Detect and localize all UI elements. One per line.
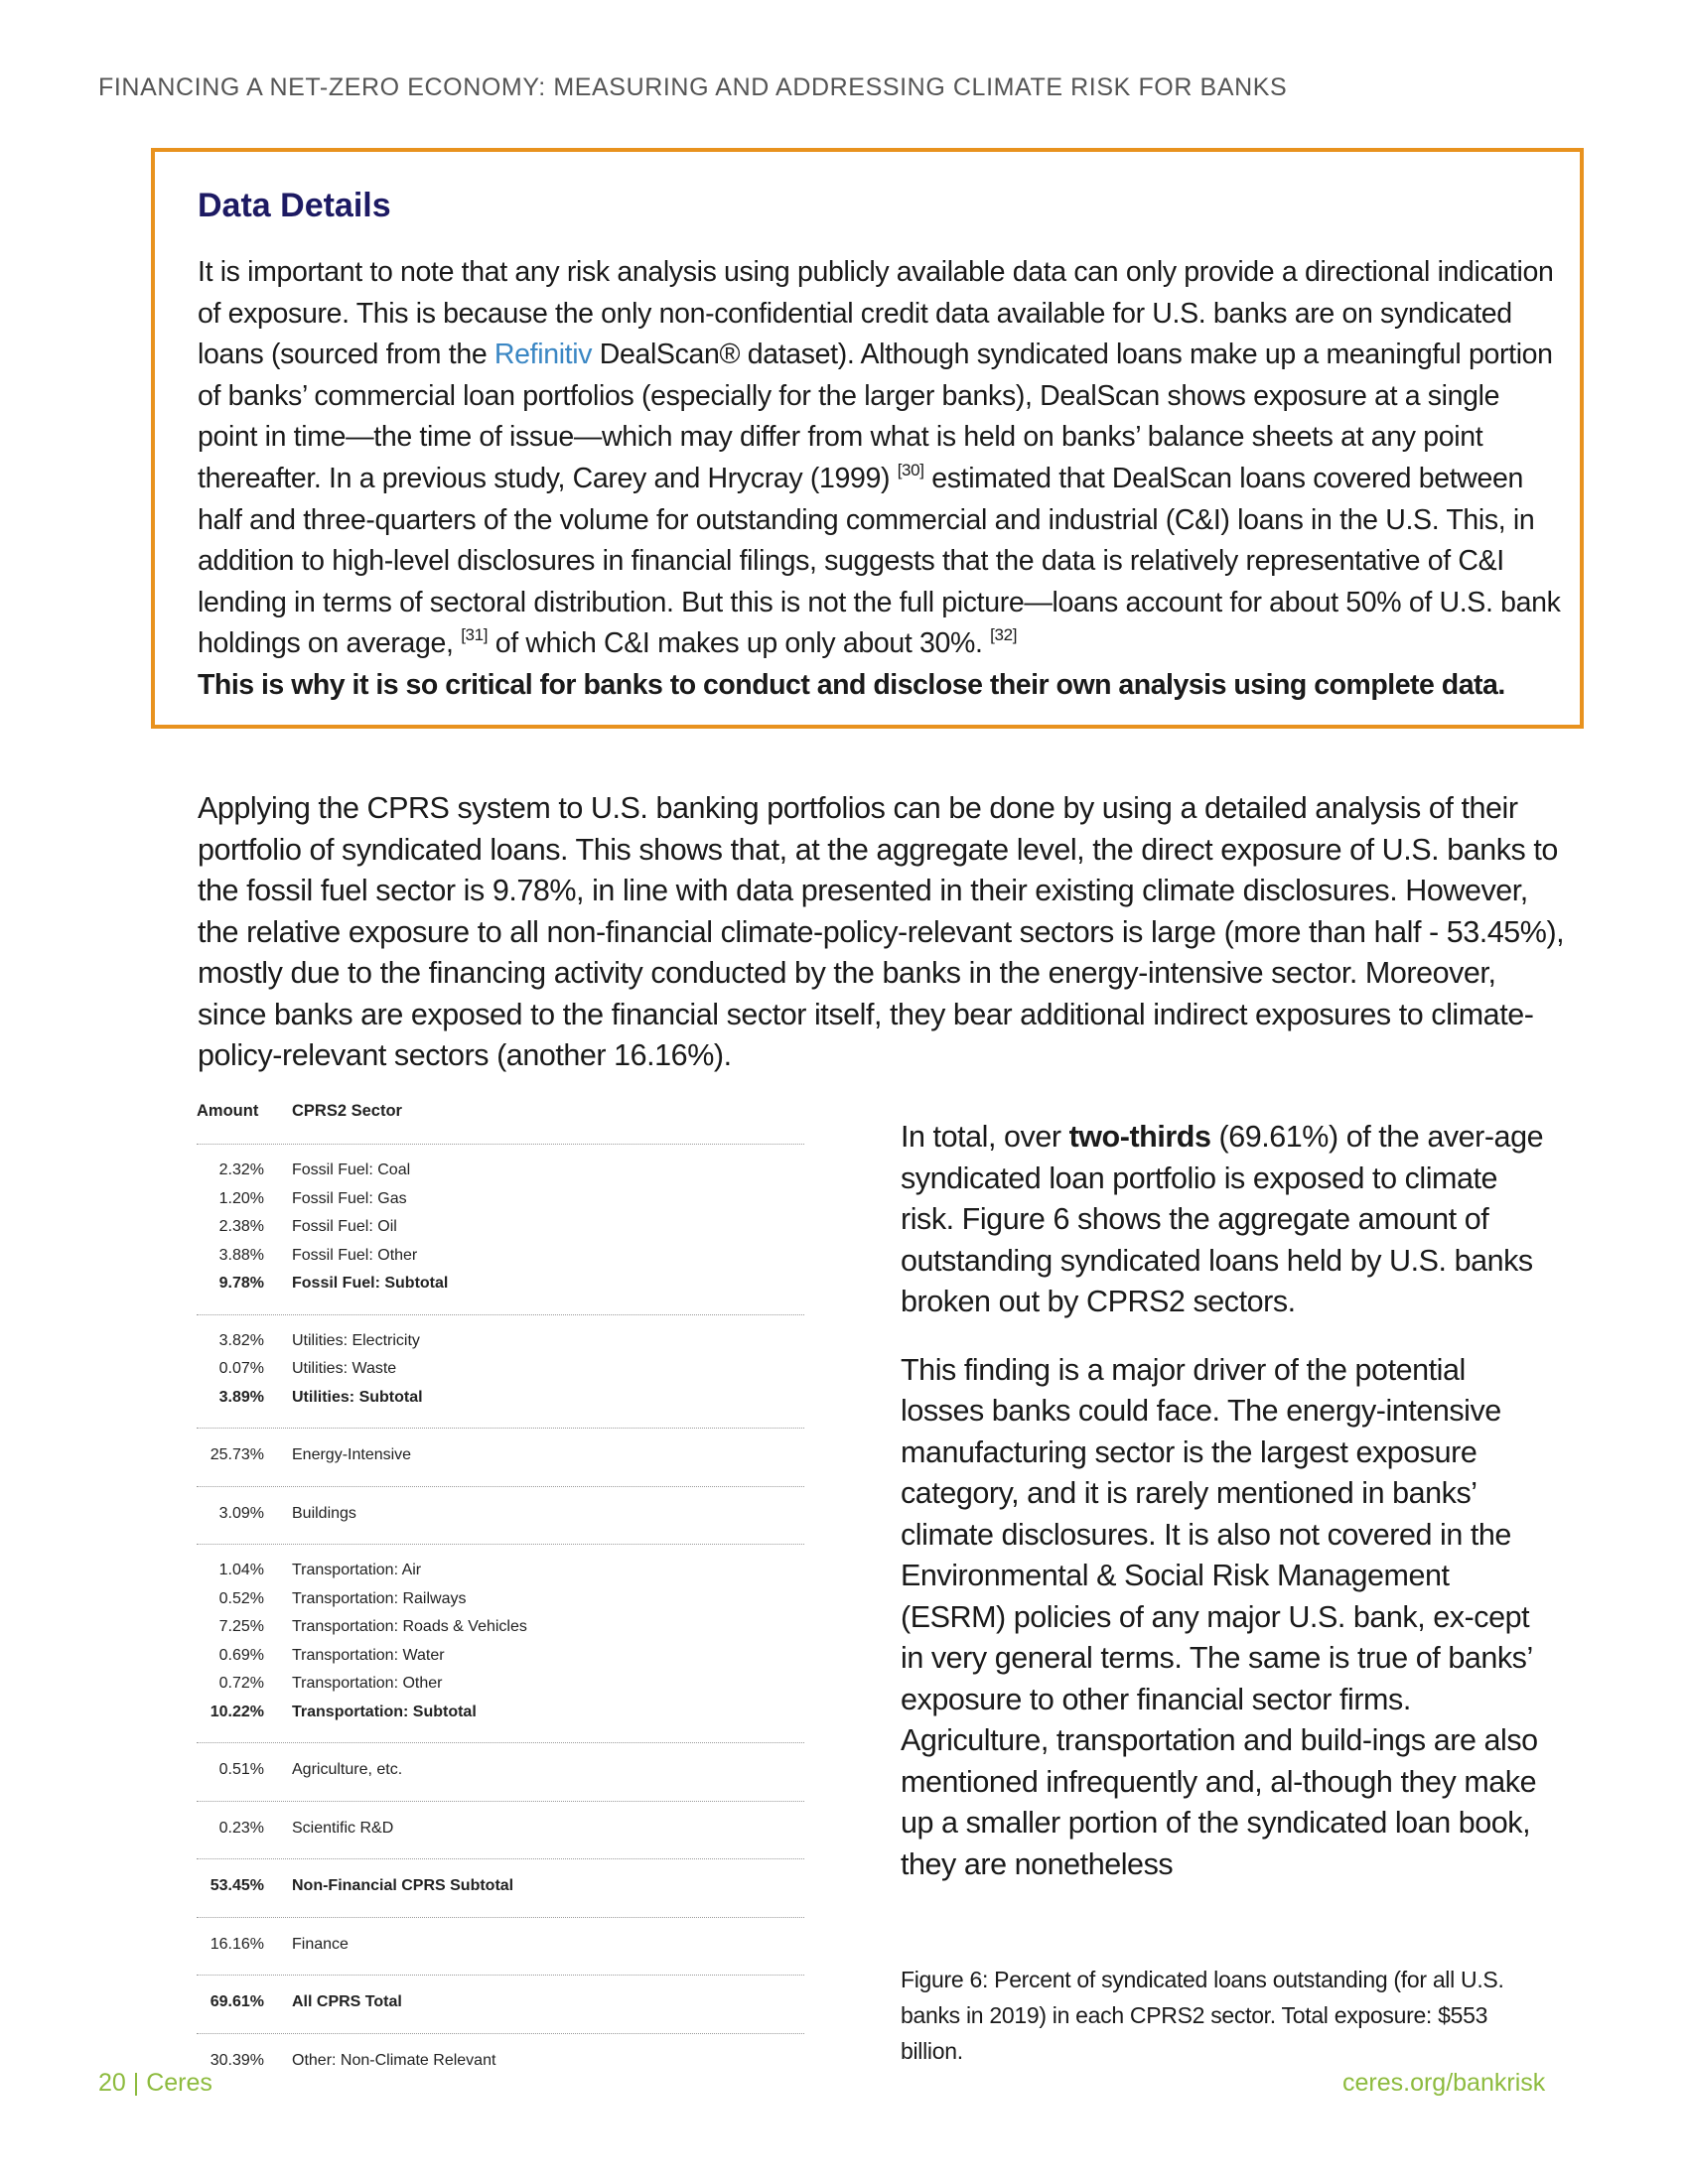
table-row [197,1443,804,1472]
amount-cell: 3.82% [218,1331,264,1349]
table-row [197,1933,804,1962]
table-row [197,1244,804,1273]
sector-cell: Scientific R&D [292,1819,394,1837]
reference-32[interactable]: [32] [990,625,1018,645]
sector-cell: Fossil Fuel: Other [292,1246,418,1264]
data-details-body [198,252,1563,707]
table-row [197,1587,804,1616]
amount-cell: 7.25% [218,1618,264,1635]
sector-cell: Fossil Fuel: Coal [292,1161,411,1178]
sector-cell: Utilities: Electricity [292,1331,420,1349]
sector-cell: Transportation: Other [292,1675,443,1692]
amount-cell: 9.78% [218,1275,264,1292]
amount-cell: 3.09% [218,1504,264,1522]
table-row [197,1502,804,1531]
footer-url[interactable]: ceres.org/bankrisk [1342,2069,1546,2097]
amount-cell: 0.23% [218,1819,264,1837]
table-group [197,1743,804,1801]
footer-page-number: 20 | Ceres [98,2069,212,2097]
right-p1-text-a: In total, over [901,1120,1069,1154]
table-group [197,1918,804,1976]
amount-cell: 3.89% [218,1388,264,1406]
amount-cell: 30.39% [210,2051,264,2069]
sector-cell: All CPRS Total [292,1993,402,2010]
table-row [197,1386,804,1415]
sector-cell: Agriculture, etc. [292,1761,403,1778]
amount-cell: 1.04% [218,1562,264,1578]
table-group [197,1145,804,1314]
sector-cell: Utilities: Waste [292,1360,397,1377]
sector-cell: Other: Non-Climate Relevant [292,2051,496,2069]
amount-cell: 10.22% [210,1703,264,1720]
data-details-text-b: DealScan® dataset). Although syndicated loans make up a meaningful portion of banks’ commercial loan portfolios (especially for the larger banks), DealScan shows exposure at a single point in time—the time of issue—which may differ from what is held on banks’ balance sheets at any point thereafter. In a previous study, Carey and Hrycray (1999) [198,339,1553,494]
data-details-text-d: of which C&I makes up only about 30%. [488,627,991,660]
column-header-amount: Amount [197,1102,259,1120]
amount-cell: 0.52% [218,1589,264,1607]
table-row [197,1672,804,1701]
table-row [197,1644,804,1673]
amount-cell: 53.45% [210,1877,264,1894]
table-group [197,1315,804,1429]
data-details-text-c: estimated that DealScan loans covered between half and three-quarters of the volume for outstanding commercial and industrial (C&I) loans in the U.S. This, in addition to high-level disclosures in financial filings, suggests that the data is relatively representative of C&I lending in terms of sectoral distribution. But this is not the full picture—loans account for about 50% of U.S. bank holdings on average, [198,462,1561,660]
sector-cell: Fossil Fuel: Subtotal [292,1275,449,1292]
table-row [197,2049,804,2078]
table-group [197,1976,804,2033]
sector-cell: Energy-Intensive [292,1446,412,1463]
table-row [197,1615,804,1644]
table-row [197,1701,804,1729]
right-column-text [901,1117,1556,1912]
table-group [197,1487,804,1545]
sector-cell: Transportation: Roads & Vehicles [292,1618,527,1635]
table-group [197,2034,804,2092]
table-row [197,1357,804,1386]
table-group [197,1859,804,1917]
data-details-emphasis: This is why it is so critical for banks to conduct and disclose their own analysis using complete data. [198,668,1505,701]
right-p1-text-b: (69.61%) of the aver-age syndicated loan portfolio is exposed to climate risk. Figure 6 shows the aggregate amount of outstanding syndicated loans held by U.S. banks broken out by CPRS2 sectors. [901,1120,1544,1318]
reference-31[interactable]: [31] [461,625,489,645]
amount-cell: 0.72% [218,1675,264,1692]
amount-cell: 69.61% [210,1993,264,2010]
sector-cell: Buildings [292,1504,356,1522]
intro-paragraph: Applying the CPRS system to U.S. banking portfolios can be done by using a detailed analysis of their portfolio of syndicated loans. This shows that, at the aggregate level, the direct exposure of U.S. banks to the fossil fuel sector is 9.78%, in line with data presented in their existing climate disclosures. However, the relative exposure to all non-financial climate-policy-relevant sectors is large (more than half - 53.45%), mostly due to the financing activity conducted by the banks in the energy-intensive sector. Moreover, since banks are exposed to the financial sector itself, they bear additional indirect exposures to climate-policy-relevant sectors (another 16.16%). [198,791,1565,1072]
sector-cell: Fossil Fuel: Gas [292,1189,407,1207]
table-row [197,1187,804,1216]
sector-cell: Transportation: Railways [292,1589,467,1607]
table-row [197,1329,804,1358]
table-row [197,1159,804,1187]
amount-cell: 0.07% [218,1360,264,1377]
table-row [197,1758,804,1787]
sector-cell: Transportation: Subtotal [292,1703,477,1720]
table-row [197,1272,804,1300]
data-details-text-a: It is important to note that any risk analysis using publicly available data can only provide a directional indication of exposure. This is because the only non-confidential credit data available for U.S. banks are on syndicated loans (sourced from the [198,256,1554,371]
amount-cell: 2.38% [218,1218,264,1235]
sector-cell: Transportation: Air [292,1562,422,1578]
cprs2-exposure-table [197,1102,804,2091]
sector-cell: Finance [292,1935,349,1953]
right-paragraph-1 [901,1117,1556,1323]
table-row [197,1215,804,1244]
sector-cell: Utilities: Subtotal [292,1388,423,1406]
table-group [197,1802,804,1859]
right-p1-bold: two-thirds [1068,1120,1211,1154]
table-row [197,1874,804,1903]
amount-cell: 25.73% [210,1446,264,1463]
table-header [197,1102,804,1144]
sector-cell: Transportation: Water [292,1646,445,1664]
amount-cell: 16.16% [210,1935,264,1953]
reference-30[interactable]: [30] [897,460,924,479]
amount-cell: 0.69% [218,1646,264,1664]
right-paragraph-2: This finding is a major driver of the potential losses banks could face. The energy-intensive manufacturing sector is the largest exposure category, and it is rarely mentioned in banks’ climate disclosures. It is also not covered in the Environmental & Social Risk Management (ESRM) policies of any major U.S. bank, ex-cept in very general terms. The same is true of banks’ exposure to other financial sector firms. Agriculture, transportation and build-ings are also mentioned infrequently and, al-though they make up a smaller portion of the syndicated loan book, they are nonetheless [901,1352,1538,1881]
running-header: FINANCING A NET-ZERO ECONOMY: MEASURING AND ADDRESSING CLIMATE RISK FOR BANKS [98,73,1288,101]
sector-cell: Fossil Fuel: Oil [292,1218,397,1235]
table-row [197,1559,804,1587]
table-body [197,1144,804,2091]
amount-cell: 3.88% [218,1246,264,1264]
table-group [197,1429,804,1486]
figure-caption: Figure 6: Percent of syndicated loans outstanding (for all U.S. banks in 2019) in each CPRS2 sector. Total exposure: $553 billion. [901,1967,1504,2064]
data-details-title: Data Details [198,187,391,224]
refinitiv-link[interactable]: Refinitiv [493,339,593,371]
table-row [197,1817,804,1845]
amount-cell: 2.32% [218,1161,264,1178]
column-header-sector: CPRS2 Sector [292,1102,402,1120]
table-group [197,1545,804,1742]
sector-cell: Non-Financial CPRS Subtotal [292,1877,514,1894]
amount-cell: 0.51% [218,1761,264,1778]
amount-cell: 1.20% [218,1189,264,1207]
table-row [197,1990,804,2019]
